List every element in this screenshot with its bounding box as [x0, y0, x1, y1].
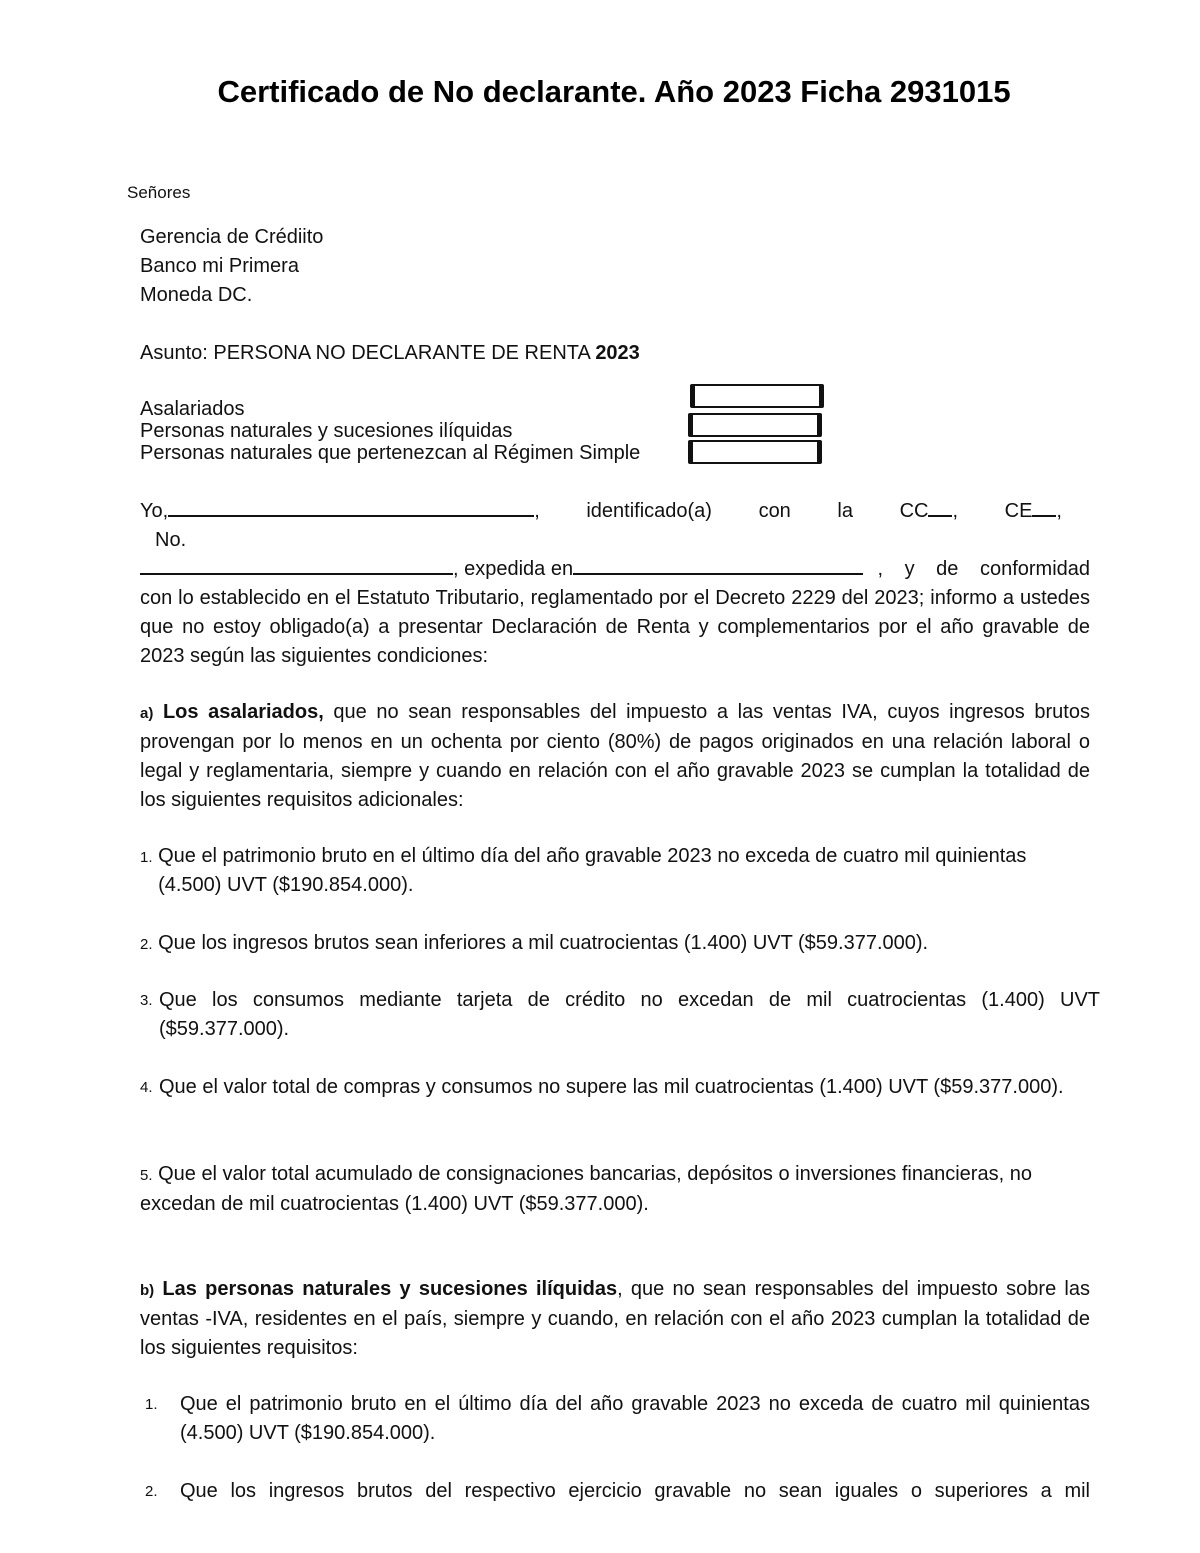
expedida-line [140, 555, 1090, 584]
item-number: 5. [140, 1167, 153, 1184]
con-label: con [758, 500, 791, 522]
identificado-label: identificado(a) [586, 500, 712, 522]
subject-year: 2023 [595, 342, 640, 364]
category-label: Personas naturales que pertenezcan al Régimen Simple [140, 442, 641, 464]
item-number: 2. [140, 936, 153, 953]
section-b-heading: Las personas naturales y sucesiones ilíquidas [162, 1278, 618, 1300]
recipient-block [140, 223, 323, 310]
subject-text: Asunto: PERSONA NO DECLARANTE DE RENTA [140, 342, 596, 364]
la-label: la [837, 500, 853, 522]
checkbox-asalariados[interactable] [690, 384, 824, 408]
section-a-item [140, 1073, 1102, 1102]
item-number: 1. [140, 849, 153, 866]
item-text: Que el valor total acumulado de consignaciones bancarias, depósitos o inversiones financieras, no excedan de mil cuatrocientas (1.400) UVT ($59.377.000). [140, 1163, 1032, 1215]
no-label: No. [155, 529, 187, 551]
city-blank[interactable] [573, 555, 863, 575]
section-a-marker: a) [140, 705, 154, 722]
item-number: 2. [145, 1483, 158, 1500]
section-a-item [140, 842, 1100, 900]
section-a-text: que no sean responsables del impuesto a las ventas IVA, cuyos ingresos brutos provengan por lo menos en un ochenta por ciento (80%) de pagos originados en una relación laboral o legal y reglamentaria, siempre y cuando en relación con el año gravable 2023 se cumplan la totalidad de los siguientes requisitos adicionales: [140, 701, 1090, 811]
item-number: 3. [140, 992, 153, 1009]
category-label: Personas naturales y sucesiones ilíquidas [140, 420, 513, 442]
conformidad-label: , y de conformidad [877, 558, 1090, 580]
category-label: Asalariados [140, 398, 245, 420]
section-b-item [145, 1390, 1090, 1448]
subject-line [140, 339, 640, 368]
section-b-intro [140, 1275, 1090, 1363]
cc-blank[interactable] [928, 497, 952, 517]
item-text: Que el patrimonio bruto en el último día del año gravable 2023 no exceda de cuatro mil quinientas (4.500) UVT ($190.854.000). [158, 845, 1027, 896]
salutation: Señores [127, 183, 191, 202]
item-text: Que el valor total de compras y consumos no supere las mil cuatrocientas (1.400) UVT ($59.377.000). [159, 1076, 1064, 1098]
yo-field: Yo, , [140, 497, 540, 526]
name-blank[interactable] [168, 497, 534, 517]
expedida-field [140, 555, 863, 584]
section-a-item [140, 929, 928, 959]
ce-field: CE , [1005, 497, 1062, 526]
cc-field: CC , [900, 497, 958, 526]
item-number: 1. [145, 1396, 158, 1413]
declaration-body: con lo establecido en el Estatuto Tributario, reglamentado por el Decreto 2229 del 2023; informo a ustedes que no estoy obligado(a) a presentar Declaración de Renta y complementarios por el año gravable de 2023 según las siguientes condiciones: [140, 587, 1090, 667]
checkbox-regimen-simple[interactable] [688, 440, 822, 464]
item-text: Que los ingresos brutos sean inferiores a mil cuatrocientas (1.400) UVT ($59.377.000). [158, 932, 929, 954]
recipient-line: Gerencia de Crédiito [140, 226, 324, 248]
section-b-item [145, 1477, 1090, 1506]
ce-label: CE [1004, 500, 1033, 522]
id-number-blank[interactable] [140, 555, 453, 575]
section-a-item [140, 1160, 1090, 1219]
recipient-line: Banco mi Primera [140, 255, 299, 277]
section-a-item [140, 986, 1102, 1044]
ce-blank[interactable] [1032, 497, 1056, 517]
item-text: Que el patrimonio bruto en el último día del año gravable 2023 no exceda de cuatro mil quinientas (4.500) UVT ($190.854.000). [180, 1393, 1090, 1444]
declaration-line [140, 497, 1062, 526]
category-list [140, 398, 640, 464]
item-number: 4. [140, 1079, 153, 1096]
page-title: Certificado de No declarante. Año 2023 Ficha 2931015 [217, 74, 1011, 109]
checkbox-personas-naturales[interactable] [688, 413, 822, 437]
cc-label: CC [899, 500, 929, 522]
expedida-label: , expedida en [453, 558, 574, 580]
section-b-text: , que no sean responsables del impuesto sobre las ventas -IVA, residentes en el país, siempre y cuando, en relación con el año 2023 cumplan la totalidad de los siguientes requisitos: [140, 1278, 1091, 1359]
section-a-heading: Los asalariados, [162, 701, 324, 723]
yo-label: Yo, [140, 500, 169, 522]
item-text: Que los ingresos brutos del respectivo ejercicio gravable no sean iguales o superiores a mil [180, 1480, 1090, 1502]
recipient-line: Moneda DC. [140, 284, 253, 306]
section-b-marker: b) [140, 1282, 155, 1299]
item-text: Que los consumos mediante tarjeta de crédito no excedan de mil cuatrocientas (1.400) UVT ($59.377.000). [159, 989, 1100, 1040]
section-a-intro [140, 698, 1090, 815]
